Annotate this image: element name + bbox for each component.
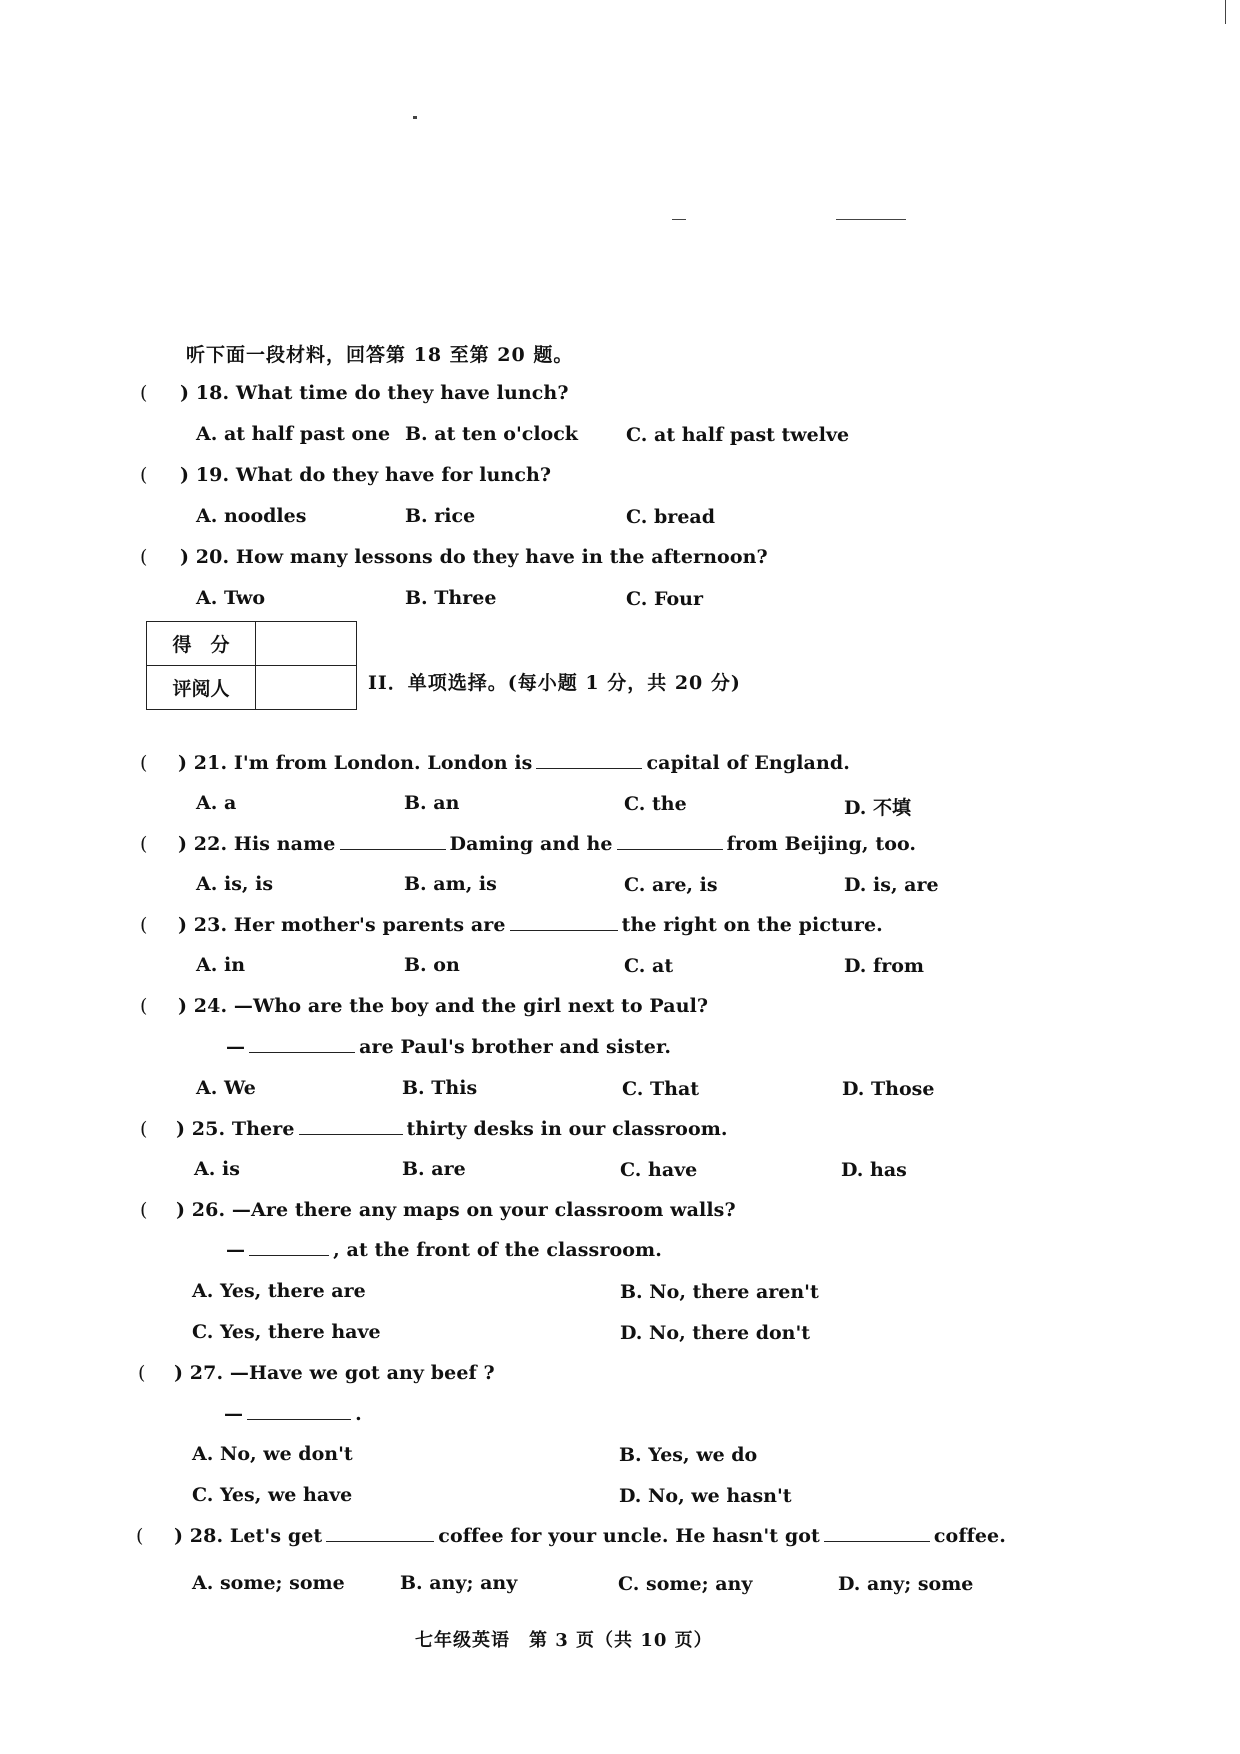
option-b: B. are (402, 1158, 466, 1180)
dash: — (224, 1403, 244, 1425)
question-28 (174, 1525, 1006, 1547)
option-b: B. an (404, 792, 460, 814)
option-b: B. on (404, 954, 460, 976)
question-text: —Have we got any beef ? (229, 1362, 495, 1384)
question-number: ) 25. (176, 1118, 226, 1140)
option-a: A. in (196, 954, 246, 976)
option-d: D. 不填 (844, 797, 912, 819)
answer-blank[interactable] (249, 1036, 355, 1053)
option-c: C. some; any (618, 1573, 753, 1595)
question-text: How many lessons do they have in the afternoon? (235, 546, 768, 568)
option-a: A. noodles (196, 505, 307, 527)
question-number: ) 18. (180, 382, 230, 404)
option-c: C. are, is (624, 874, 718, 896)
listening-intro: 听下面一段材料，回答第 18 至第 20 题。 (186, 344, 574, 366)
question-text: capital of England. (646, 752, 850, 774)
option-b: B. am, is (404, 873, 497, 895)
option-d: D. any; some (838, 1573, 974, 1595)
option-d: D. Those (842, 1078, 935, 1100)
option-d: D. is, are (844, 874, 939, 896)
option-b: B. No, there aren't (620, 1281, 819, 1303)
question-text: What time do they have lunch? (235, 382, 569, 404)
question-text: . (355, 1403, 362, 1425)
scan-speck (672, 219, 686, 220)
question-number: ) 28. (174, 1525, 224, 1547)
score-table (146, 621, 357, 710)
answer-paren: ( (138, 1362, 146, 1384)
option-a: A. a (196, 792, 237, 814)
question-text: There (231, 1118, 295, 1140)
question-text: coffee. (933, 1525, 1006, 1547)
answer-paren: ( (140, 833, 148, 855)
option-b: B. Yes, we do (619, 1444, 758, 1466)
question-text: What do they have for lunch? (235, 464, 552, 486)
dash: — (226, 1239, 246, 1261)
option-b: B. any; any (400, 1572, 518, 1594)
question-number: ) 21. (178, 752, 228, 774)
question-number: ) 22. (178, 833, 228, 855)
option-a: A. is (194, 1158, 240, 1180)
question-19 (180, 464, 551, 486)
option-a: A. We (196, 1077, 256, 1099)
question-21 (178, 752, 850, 774)
answer-paren: ( (140, 1118, 148, 1140)
scan-speck (1225, 0, 1226, 24)
page-footer: 七年级英语 第 3 页（共 10 页） (415, 1630, 713, 1651)
section-title: II．单项选择。(每小题 1 分，共 20 分) (368, 672, 741, 694)
question-number: ) 23. (178, 914, 228, 936)
question-text: —Who are the boy and the girl next to Paul? (233, 995, 709, 1017)
question-24-response (226, 1036, 671, 1058)
option-c: C. bread (626, 506, 715, 528)
question-23 (178, 914, 883, 936)
option-a: A. No, we don't (192, 1443, 353, 1465)
scan-speck (413, 116, 417, 119)
answer-blank[interactable] (299, 1118, 403, 1135)
question-text: from Beijing, too. (726, 833, 917, 855)
answer-paren: ( (136, 1525, 144, 1547)
question-text: His name (233, 833, 336, 855)
dash: — (226, 1036, 246, 1058)
answer-paren: ( (140, 752, 148, 774)
answer-blank[interactable] (536, 752, 642, 769)
answer-blank[interactable] (326, 1525, 434, 1542)
option-c: C. Yes, there have (192, 1321, 381, 1343)
question-26-response (226, 1239, 662, 1261)
answer-paren: ( (140, 464, 148, 486)
question-24 (178, 995, 708, 1017)
answer-paren: ( (140, 382, 148, 404)
option-c: C. at (624, 955, 674, 977)
question-text: Let's get (229, 1525, 323, 1547)
answer-blank[interactable] (617, 833, 723, 850)
answer-blank[interactable] (340, 833, 446, 850)
option-d: D. from (844, 955, 924, 977)
question-27-response (224, 1403, 362, 1425)
answer-blank[interactable] (247, 1403, 351, 1420)
question-text: the right on the picture. (621, 914, 883, 936)
option-a: A. Yes, there are (192, 1280, 366, 1302)
option-c: C. at half past twelve (626, 424, 850, 446)
question-number: ) 19. (180, 464, 230, 486)
answer-blank[interactable] (249, 1239, 329, 1256)
answer-paren: ( (140, 1199, 148, 1221)
question-text: thirty desks in our classroom. (406, 1118, 728, 1140)
scan-speck (836, 219, 906, 220)
option-b: B. Three (405, 587, 497, 609)
question-number: ) 24. (178, 995, 228, 1017)
score-label: 得 分 (147, 622, 256, 666)
option-a: A. is, is (196, 873, 274, 895)
option-b: B. rice (405, 505, 476, 527)
option-a: A. Two (196, 587, 266, 609)
question-text: Daming and he (449, 833, 613, 855)
option-d: D. No, we hasn't (619, 1485, 792, 1507)
reviewer-cell[interactable] (256, 666, 357, 710)
option-d: D. No, there don't (620, 1322, 811, 1344)
option-d: D. has (841, 1159, 907, 1181)
option-c: C. That (622, 1078, 700, 1100)
option-c: C. have (620, 1159, 698, 1181)
reviewer-label: 评阅人 (147, 666, 256, 710)
answer-paren: ( (140, 546, 148, 568)
question-text: , at the front of the classroom. (333, 1239, 662, 1261)
question-text: I'm from London. London is (233, 752, 533, 774)
question-26 (176, 1199, 736, 1221)
option-c: C. Four (626, 588, 703, 610)
question-22 (178, 833, 916, 855)
answer-paren: ( (140, 995, 148, 1017)
question-27 (174, 1362, 495, 1384)
question-number: ) 20. (180, 546, 230, 568)
answer-paren: ( (140, 914, 148, 936)
option-c: C. Yes, we have (192, 1484, 353, 1506)
question-20 (180, 546, 768, 568)
answer-blank[interactable] (824, 1525, 930, 1542)
question-25 (176, 1118, 728, 1140)
option-c: C. the (624, 793, 687, 815)
option-b: B. at ten o'clock (405, 423, 578, 445)
option-a: A. some; some (192, 1572, 345, 1594)
question-text: —Are there any maps on your classroom walls? (231, 1199, 736, 1221)
option-b: B. This (402, 1077, 478, 1099)
question-number: ) 27. (174, 1362, 224, 1384)
answer-blank[interactable] (510, 914, 618, 931)
question-text: are Paul's brother and sister. (359, 1036, 672, 1058)
question-number: ) 26. (176, 1199, 226, 1221)
question-18 (180, 382, 569, 404)
option-a: A. at half past one (196, 423, 391, 445)
score-cell[interactable] (256, 622, 357, 666)
question-text: coffee for your uncle. He hasn't got (438, 1525, 820, 1547)
question-text: Her mother's parents are (233, 914, 506, 936)
